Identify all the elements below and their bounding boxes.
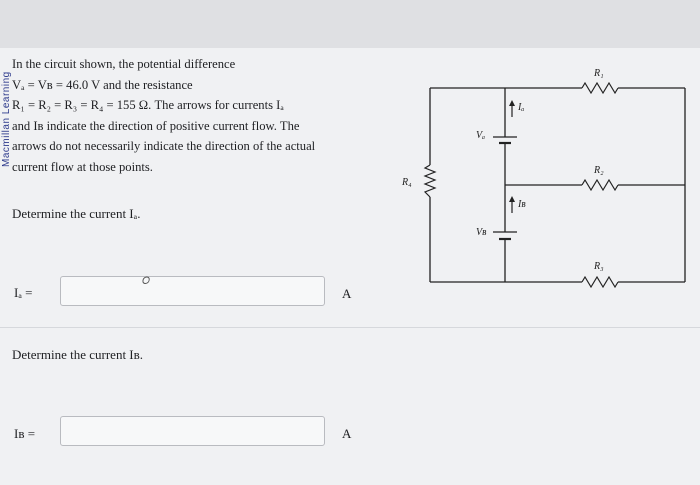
label-vb: Vʙ: [476, 227, 487, 238]
arrow-ib-icon: [509, 196, 515, 213]
ib-answer-input[interactable]: [60, 416, 325, 446]
problem-line: arrows do not necessarily indicate the direction of the actual: [12, 139, 316, 153]
arrow-ia-icon: [509, 100, 515, 117]
label-r3: R₃: [594, 261, 604, 272]
question-b-unit: A: [342, 426, 352, 441]
label-ia: Iₐ: [518, 102, 525, 113]
text-cursor-icon: 𝛰: [142, 276, 150, 287]
problem-line: In the circuit shown, the potential difference: [12, 57, 236, 71]
resistor-r1: [582, 83, 618, 93]
label-va: Vₐ: [476, 130, 486, 141]
question-a-label: Iₐ =: [14, 285, 33, 300]
section-divider: [0, 327, 700, 328]
ia-answer-input[interactable]: [60, 276, 325, 306]
battery-va: [493, 137, 517, 143]
problem-line: current flow at those points.: [12, 159, 153, 174]
question-b-label: Iʙ =: [14, 426, 36, 441]
problem-line: and Iʙ indicate the direction of positive current flow. The: [12, 118, 300, 133]
top-band: [0, 0, 700, 48]
question-b-prompt: Determine the current Iʙ.: [12, 347, 144, 362]
label-r4: R₄: [402, 177, 412, 188]
problem-statement: [12, 54, 362, 177]
problem-line: R₁ = R₂ = R₃ = R₄ = 155 Ω. The arrows for currents Iₐ: [12, 98, 284, 112]
circuit-diagram: [395, 60, 695, 290]
label-r1: R₁: [594, 68, 604, 79]
brand-watermark: Macmillan Learning: [1, 71, 12, 167]
resistor-r4: [425, 165, 435, 197]
label-r2: R₂: [594, 165, 604, 176]
problem-line: Vₐ = Vʙ = 46.0 V and the resistance: [12, 77, 193, 92]
label-ib: Iʙ: [518, 199, 526, 210]
resistor-r3: [582, 277, 618, 287]
question-a-unit: A: [342, 286, 352, 301]
battery-vb: [493, 232, 517, 239]
question-a-prompt: Determine the current Iₐ.: [12, 206, 141, 221]
resistor-r2: [582, 180, 618, 190]
